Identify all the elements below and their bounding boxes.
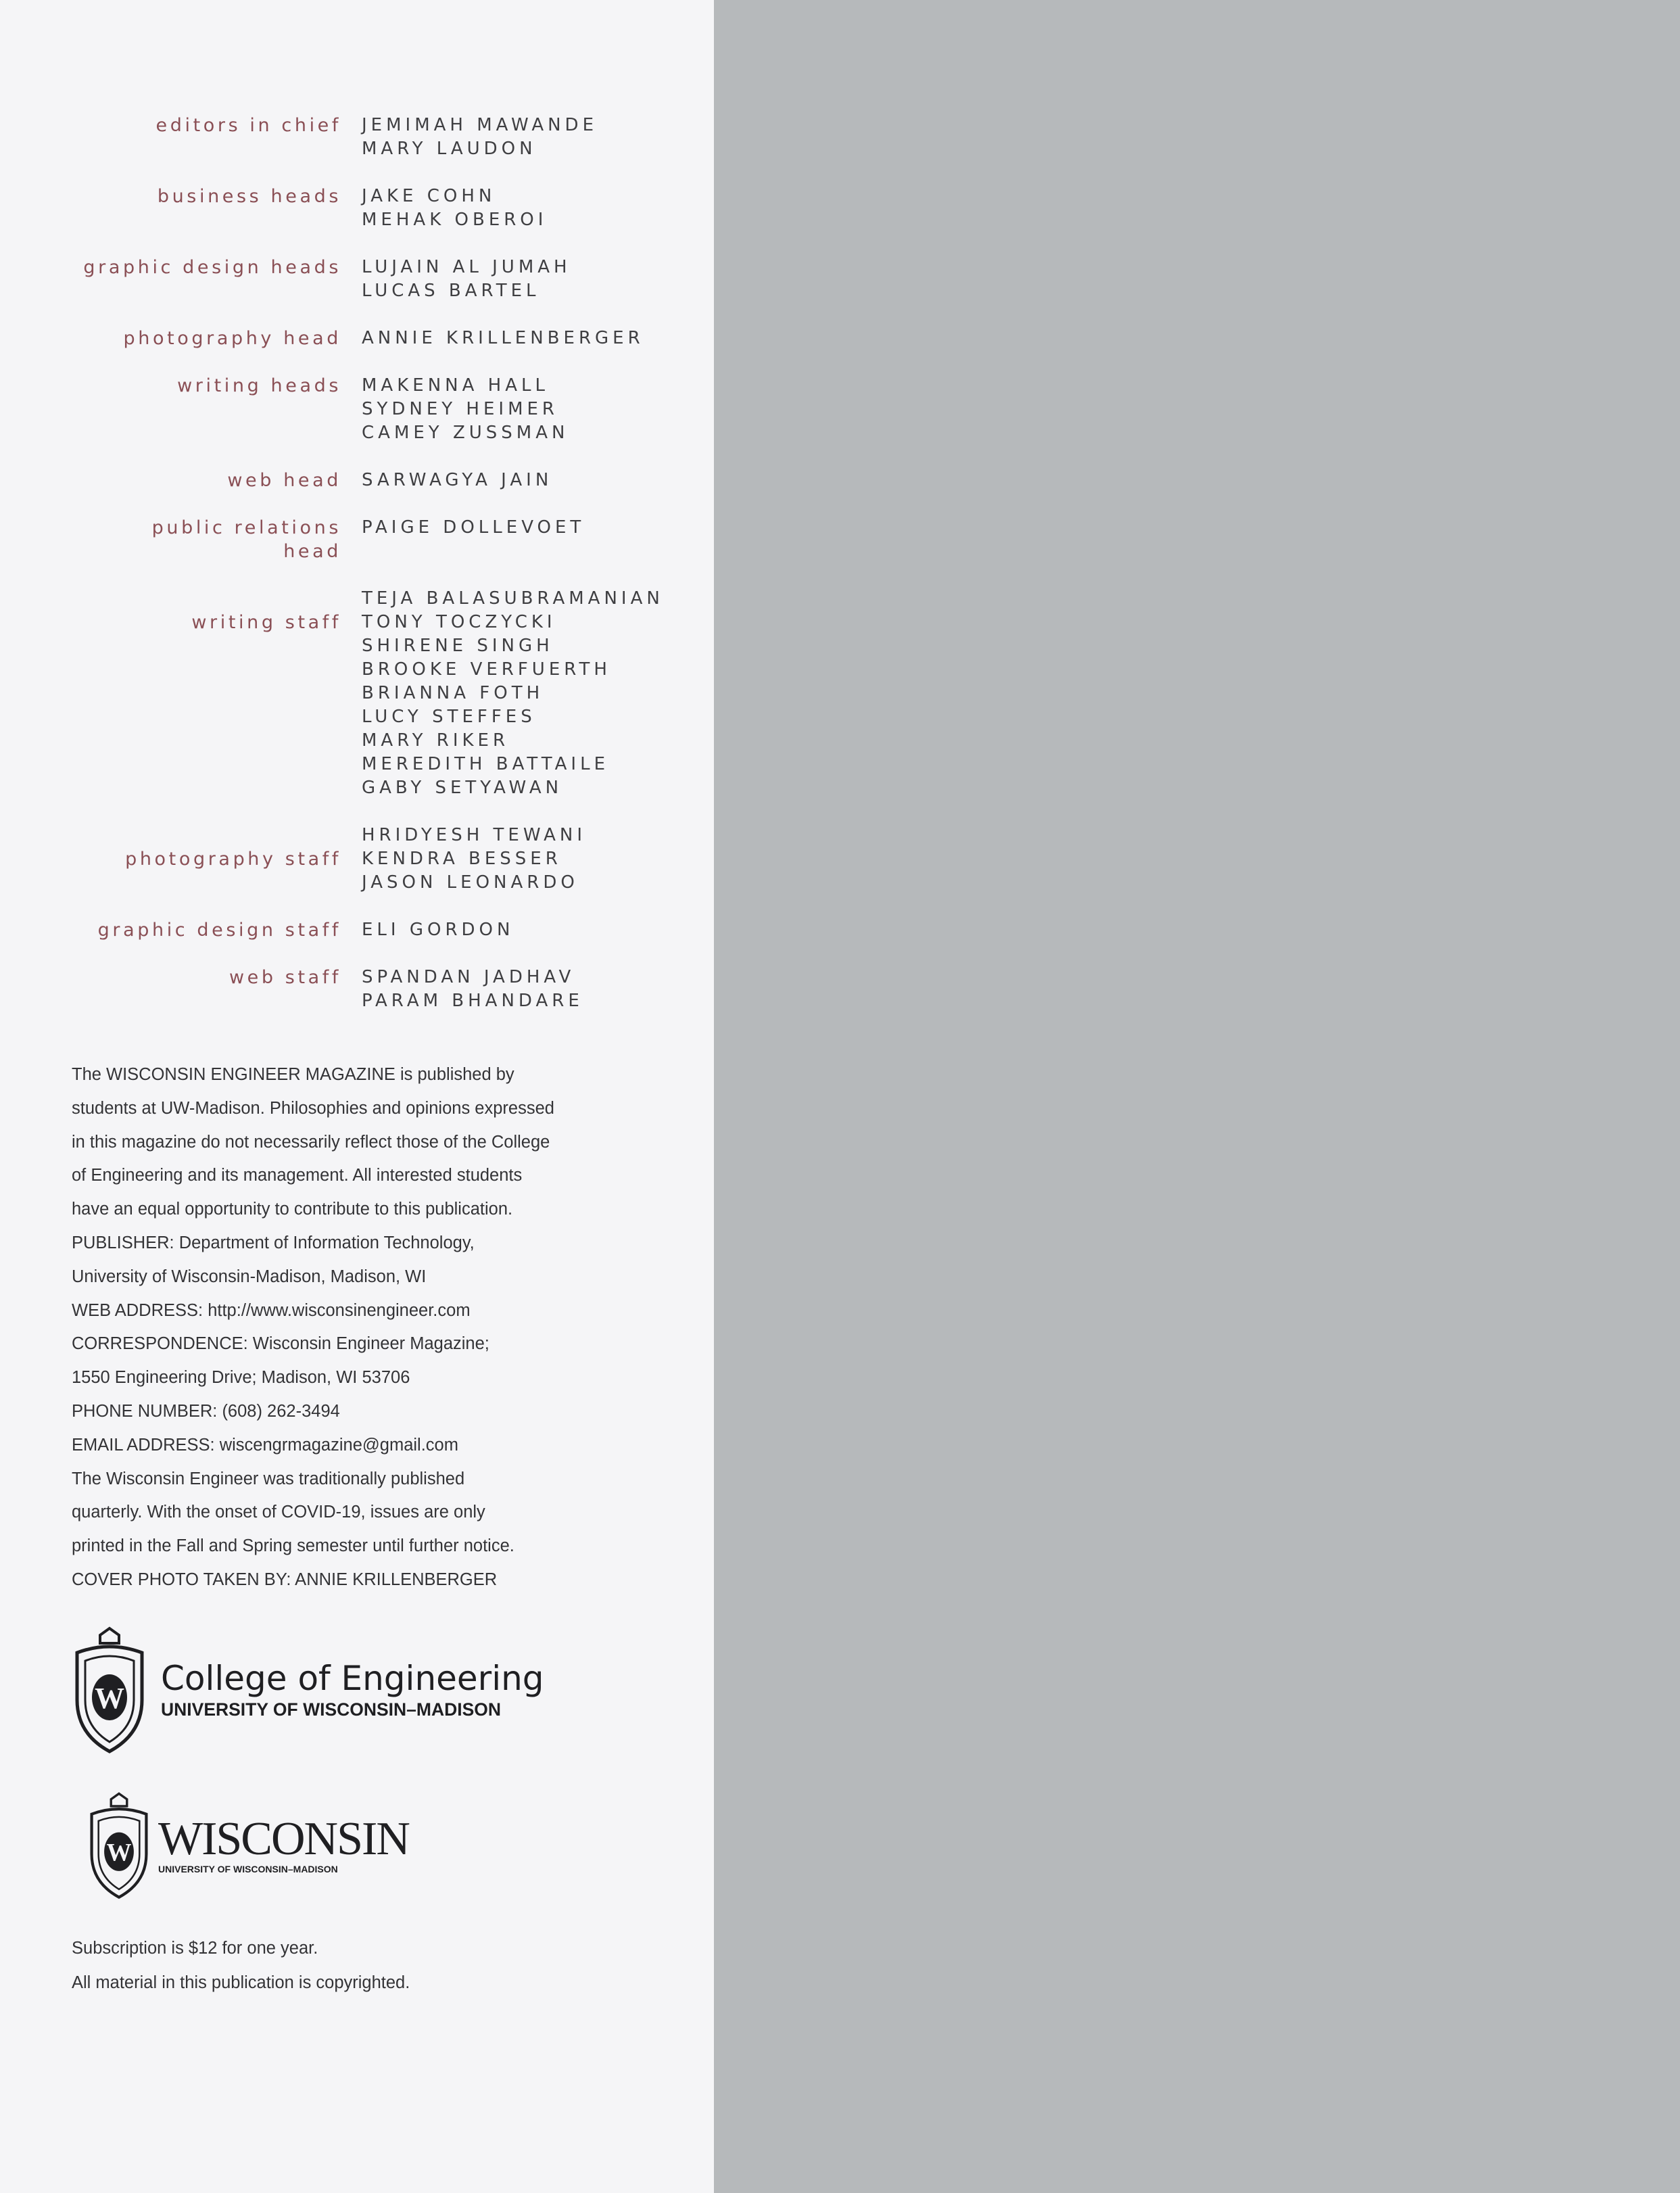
crest-letter: W — [106, 1839, 132, 1867]
masthead-row — [0, 185, 714, 232]
role-label: web staff — [229, 967, 341, 988]
info-line: The Wisconsin Engineer was traditionally published — [72, 1469, 465, 1488]
staff-name: JEMIMAH MAWANDE — [362, 115, 598, 135]
info-line: WEB ADDRESS: http://www.wisconsinengineer.com — [72, 1300, 471, 1320]
staff-name: MEREDITH BATTAILE — [362, 754, 609, 774]
staff-name: MARY LAUDON — [362, 139, 537, 159]
role-label: photography staff — [125, 849, 341, 870]
staff-name: LUJAIN AL JUMAH — [362, 257, 571, 277]
wisconsin-logo — [85, 1791, 409, 1900]
role-label: editors in chief — [155, 115, 341, 136]
masthead-row — [0, 918, 714, 942]
masthead-row — [0, 587, 714, 800]
staff-name: JASON LEONARDO — [362, 872, 579, 893]
uw-crest-icon — [70, 1626, 149, 1754]
staff-name: MAKENNA HALL — [362, 375, 549, 396]
masthead-row — [0, 824, 714, 895]
masthead-row — [0, 327, 714, 350]
info-line: printed in the Fall and Spring semester until further notice. — [72, 1536, 514, 1556]
names-list — [362, 587, 664, 800]
staff-name: SPANDAN JADHAV — [362, 967, 575, 987]
masthead-row — [0, 374, 714, 445]
names-list — [362, 469, 552, 492]
uw-crest-icon — [85, 1791, 153, 1900]
coe-subtitle: UNIVERSITY OF WISCONSIN–MADISON — [161, 1699, 502, 1720]
staff-name: PARAM BHANDARE — [362, 991, 583, 1011]
staff-name: SARWAGYA JAIN — [362, 470, 553, 490]
role-label: photography head — [123, 328, 341, 349]
info-line: EMAIL ADDRESS: wiscengrmagazine@gmail.com — [72, 1435, 458, 1455]
staff-name: TONY TOCZYCKI — [362, 612, 556, 632]
names-list — [362, 918, 514, 942]
role-label: business heads — [157, 186, 341, 207]
names-list — [362, 966, 583, 1013]
info-line: PUBLISHER: Department of Information Technology, — [72, 1233, 475, 1252]
subscription-footer — [72, 1931, 680, 2000]
staff-name: MARY RIKER — [362, 730, 510, 751]
uw-title: WISCONSIN — [158, 1813, 409, 1865]
staff-name: LUCY STEFFES — [362, 707, 536, 727]
staff-name: BRIANNA FOTH — [362, 683, 544, 703]
role-label: web head — [227, 470, 341, 491]
role-label: writing staff — [191, 612, 341, 633]
footer-line: All material in this publication is copyrighted. — [72, 1973, 410, 1992]
staff-name: PAIGE DOLLEVOET — [362, 517, 585, 538]
info-line: have an equal opportunity to contribute to this publication. — [72, 1200, 513, 1219]
names-list — [362, 516, 585, 563]
masthead-row — [0, 469, 714, 492]
info-line: The WISCONSIN ENGINEER MAGAZINE is published by — [72, 1065, 514, 1084]
staff-name: MEHAK OBEROI — [362, 210, 548, 230]
names-list — [362, 185, 547, 232]
names-list — [362, 824, 586, 895]
masthead-row — [0, 516, 714, 563]
info-line: in this magazine do not necessarily reflect those of the College — [72, 1132, 550, 1152]
publication-info — [72, 1058, 680, 1597]
masthead-row — [0, 256, 714, 303]
college-of-engineering-logo — [70, 1626, 544, 1754]
role-label: public relations head — [151, 517, 341, 562]
names-list — [362, 327, 644, 350]
staff-name: SHIRENE SINGH — [362, 636, 554, 656]
role-label: graphic design heads — [83, 257, 341, 278]
staff-name: TEJA BALASUBRAMANIAN — [362, 588, 664, 609]
staff-name: ELI GORDON — [362, 920, 514, 940]
names-list — [362, 256, 571, 303]
crest-letter: W — [95, 1682, 124, 1715]
staff-name: GABY SETYAWAN — [362, 778, 563, 798]
staff-name: CAMEY ZUSSMAN — [362, 423, 569, 443]
info-line: CORRESPONDENCE: Wisconsin Engineer Magazine; — [72, 1334, 489, 1354]
staff-name: BROOKE VERFUERTH — [362, 659, 611, 680]
info-line: quarterly. With the onset of COVID-19, issues are only — [72, 1503, 485, 1522]
role-label: writing heads — [177, 375, 341, 396]
info-line: 1550 Engineering Drive; Madison, WI 53706 — [72, 1368, 410, 1388]
role-label: graphic design staff — [97, 920, 341, 941]
info-line: of Engineering and its management. All interested students — [72, 1166, 523, 1185]
info-line: students at UW-Madison. Philosophies and opinions expressed — [72, 1098, 554, 1118]
gray-panel — [714, 0, 1680, 2193]
info-line: COVER PHOTO TAKEN BY: ANNIE KRILLENBERGER — [72, 1570, 498, 1589]
info-line: University of Wisconsin-Madison, Madison, WI — [72, 1267, 427, 1286]
masthead-row — [0, 966, 714, 1013]
uw-subtitle: UNIVERSITY OF WISCONSIN–MADISON — [158, 1864, 338, 1874]
staff-name: JAKE COHN — [362, 186, 496, 206]
masthead-row — [0, 114, 714, 161]
footer-line: Subscription is $12 for one year. — [72, 1939, 318, 1958]
staff-name: ANNIE KRILLENBERGER — [362, 328, 644, 348]
names-list — [362, 374, 569, 445]
info-line: PHONE NUMBER: (608) 262-3494 — [72, 1401, 340, 1421]
staff-name: LUCAS BARTEL — [362, 281, 540, 301]
masthead — [0, 114, 714, 1037]
staff-name: HRIDYESH TEWANI — [362, 825, 587, 845]
coe-title: College of Engineering — [161, 1659, 544, 1698]
staff-name: KENDRA BESSER — [362, 849, 562, 869]
staff-name: SYDNEY HEIMER — [362, 399, 559, 419]
names-list — [362, 114, 598, 161]
